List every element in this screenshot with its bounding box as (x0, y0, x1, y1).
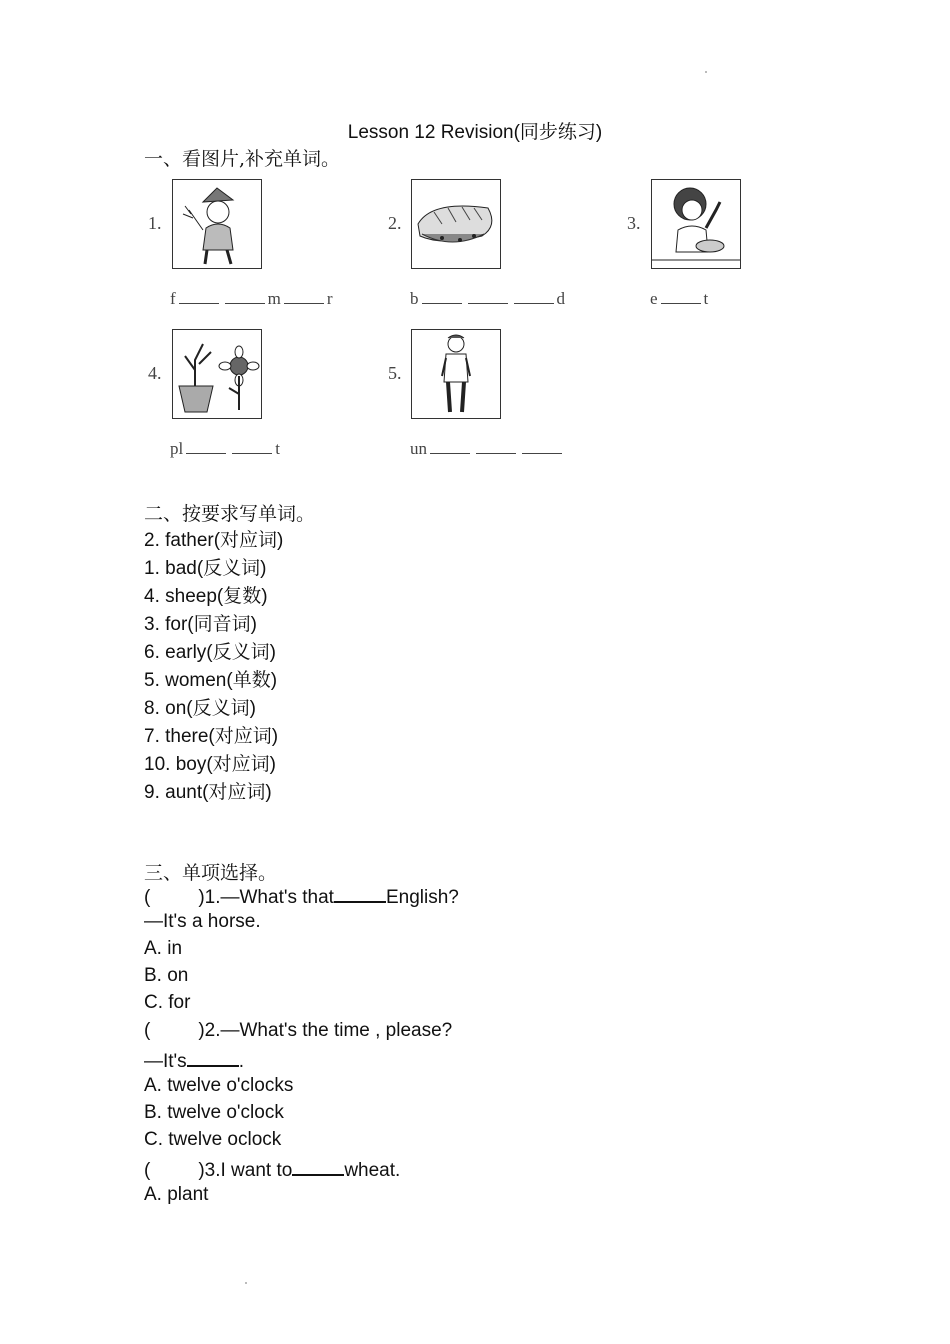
section2-item: 7. there(对应词) (144, 726, 279, 747)
picture-bread (411, 179, 501, 269)
q3-option-a: A. plant (144, 1184, 209, 1205)
section2-item: 5. women(单数) (144, 670, 278, 691)
q3-blank[interactable] (292, 1157, 344, 1176)
q2-answer-before: —It's (144, 1051, 187, 1072)
word1-part-3: m (267, 289, 281, 308)
word3-part-0: e (650, 289, 658, 308)
q3-paren: ( (144, 1160, 151, 1181)
word-line-3 (650, 289, 708, 309)
word5-part-0: un (410, 439, 427, 458)
word2-part-4: d (556, 289, 565, 308)
q3-stem-after: wheat. (344, 1160, 401, 1181)
word1-blank-1[interactable] (179, 289, 219, 304)
word1-blank-4[interactable] (284, 289, 324, 304)
plant-illustration (173, 330, 261, 418)
picture-number-5: 5. (388, 363, 402, 383)
picture-number-4: 4. (148, 363, 162, 383)
q1-option-b: B. on (144, 965, 189, 986)
eating-girl-illustration (652, 180, 740, 268)
word1-blank-2[interactable] (225, 289, 265, 304)
word2-part-0: b (410, 289, 419, 308)
picture-farmer (172, 179, 262, 269)
word1-part-0: f (170, 289, 176, 308)
section2-item: 3. for(同音词) (144, 614, 257, 635)
q2-option-b: B. twelve o'clock (144, 1102, 284, 1123)
q3-stem-before: )3.I want to (198, 1160, 293, 1181)
word2-blank-2[interactable] (468, 289, 508, 304)
bread-illustration (412, 180, 500, 268)
word3-blank-1[interactable] (661, 289, 701, 304)
word4-blank-2[interactable] (232, 439, 272, 454)
word4-part-3: t (275, 439, 280, 458)
word4-blank-1[interactable] (186, 439, 226, 454)
scan-dot (245, 1282, 247, 1284)
q2-option-c: C. twelve oclock (144, 1129, 282, 1150)
q2-paren: ( (144, 1020, 151, 1041)
question-3 (144, 1157, 400, 1182)
section2-item: 8. on(反义词) (144, 698, 256, 719)
q1-stem-after: English? (385, 887, 459, 908)
scan-dot (705, 71, 707, 73)
q1-option-c: C. for (144, 992, 191, 1013)
section3-heading: 三、单项选择。 (144, 862, 278, 884)
word3-part-2: t (703, 289, 709, 308)
page-title: Lesson 12 Revision(同步练习) (347, 122, 603, 143)
question-1 (144, 884, 459, 909)
section2-item: 1. bad(反义词) (144, 558, 267, 579)
q1-answer-line: —It's a horse. (144, 911, 261, 932)
picture-uncle (411, 329, 501, 419)
section1-heading: 一、看图片,补充单词。 (144, 148, 341, 170)
word4-part-0: pl (170, 439, 184, 458)
word-line-2 (410, 289, 565, 309)
picture-eat (651, 179, 741, 269)
q2-stem: )2.—What's the time , please? (198, 1020, 453, 1041)
q1-paren: ( (144, 887, 151, 908)
word5-blank-1[interactable] (430, 439, 470, 454)
word-line-4 (170, 439, 280, 459)
word-line-1 (170, 289, 333, 309)
section2-heading: 二、按要求写单词。 (144, 503, 316, 525)
section2-item: 10. boy(对应词) (144, 754, 276, 775)
farmer-illustration (173, 180, 261, 268)
word-line-5 (410, 439, 565, 459)
picture-plant (172, 329, 262, 419)
picture-number-2: 2. (388, 213, 402, 233)
section2-item: 6. early(反义词) (144, 642, 276, 663)
section2-item: 4. sheep(复数) (144, 586, 268, 607)
question-2 (144, 1020, 452, 1042)
word2-blank-1[interactable] (422, 289, 462, 304)
section2-item: 9. aunt(对应词) (144, 782, 272, 803)
q2-answer-line (144, 1048, 244, 1073)
uncle-illustration (412, 330, 500, 418)
q1-option-a: A. in (144, 938, 183, 959)
picture-number-3: 3. (627, 213, 641, 233)
word5-blank-2[interactable] (476, 439, 516, 454)
word2-blank-3[interactable] (514, 289, 554, 304)
q2-blank[interactable] (187, 1048, 239, 1067)
q2-option-a: A. twelve o'clocks (144, 1075, 294, 1096)
section2-item: 2. father(对应词) (144, 530, 284, 551)
q1-stem-before: )1.—What's that (198, 887, 334, 908)
word1-part-5: r (326, 289, 333, 308)
q1-blank[interactable] (334, 884, 386, 903)
word5-blank-3[interactable] (522, 439, 562, 454)
q2-answer-after: . (238, 1051, 244, 1072)
picture-number-1: 1. (148, 213, 162, 233)
